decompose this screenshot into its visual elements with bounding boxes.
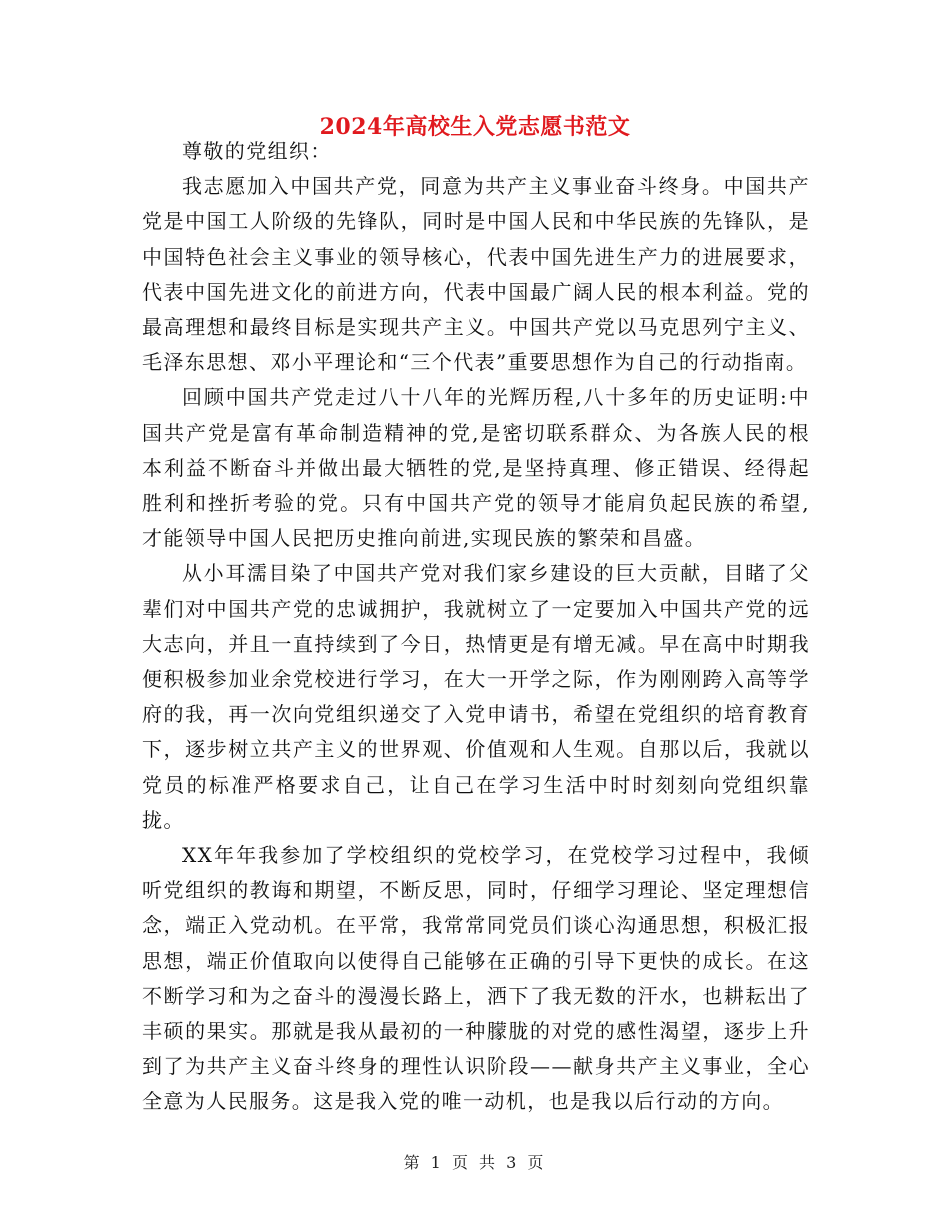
paragraph-1: 我志愿加入中国共产党，同意为共产主义事业奋斗终身。中国共产党是中国工人阶级的先锋队，同时是中国人民和中华民族的先锋队，是中国特色社会主义事业的领导核心，代表中国先进生产力的进展要求，代表中国先进文化的前进方向，代表中国最广阔人民的根本利益。党的最高理想和最终目标是实现共产主义。中国共产党以马克思列宁主义、毛泽东思想、邓小平理论和“三个代表”重要思想作为自己的行动指南。 [142,174,810,375]
document-body [142,134,810,1120]
salutation: 尊敬的党组织： [182,139,332,163]
page-footer: 第 1 页 共 3 页 [403,1153,547,1172]
paragraph-2: 回顾中国共产党走过八十八年的光辉历程,八十多年的历史证明:中国共产党是富有革命制造精神的党,是密切联系群众、为各族人民的根本利益不断奋斗并做出最大牺牲的党,是坚持真理、修正错误、经得起胜利和挫折考验的党。只有中国共产党的领导才能肩负起民族的希望,才能领导中国人民把历史推向前进,实现民族的繁荣和昌盛。 [142,385,810,551]
document-title: 2024年高校生入党志愿书范文 [319,114,631,140]
paragraph-3: 从小耳濡目染了中国共产党对我们家乡建设的巨大贡献，目睹了父辈们对中国共产党的忠诚拥护，我就树立了一定要加入中国共产党的远大志向，并且一直持续到了今日，热情更是有增无减。早在高中时期我便积极参加业余党校进行学习，在大一开学之际，作为刚刚跨入高等学府的我，再一次向党组织递交了入党申请书，希望在党组织的培育教育下，逐步树立共产主义的世界观、价值观和人生观。自那以后，我就以党员的标准严格要求自己，让自己在学习生活中时时刻刻向党组织靠拢。 [142,561,810,832]
paragraph-4: XX年年我参加了学校组织的党校学习，在党校学习过程中，我倾听党组织的教诲和期望，不断反思，同时，仔细学习理论、坚定理想信念，端正入党动机。在平常，我常常同党员们谈心沟通思想，积极汇报思想，端正价值取向以使得自己能够在正确的引导下更快的成长。在这不断学习和为之奋斗的漫漫长路上，洒下了我无数的汗水，也耕耘出了丰硕的果实。那就是我从最初的一种朦胧的对党的感性渴望，逐步上升到了为共产主义奋斗终身的理性认识阶段——献身共产主义事业，全心全意为人民服务。这是我入党的唯一动机，也是我以后行动的方向。 [142,843,810,1114]
